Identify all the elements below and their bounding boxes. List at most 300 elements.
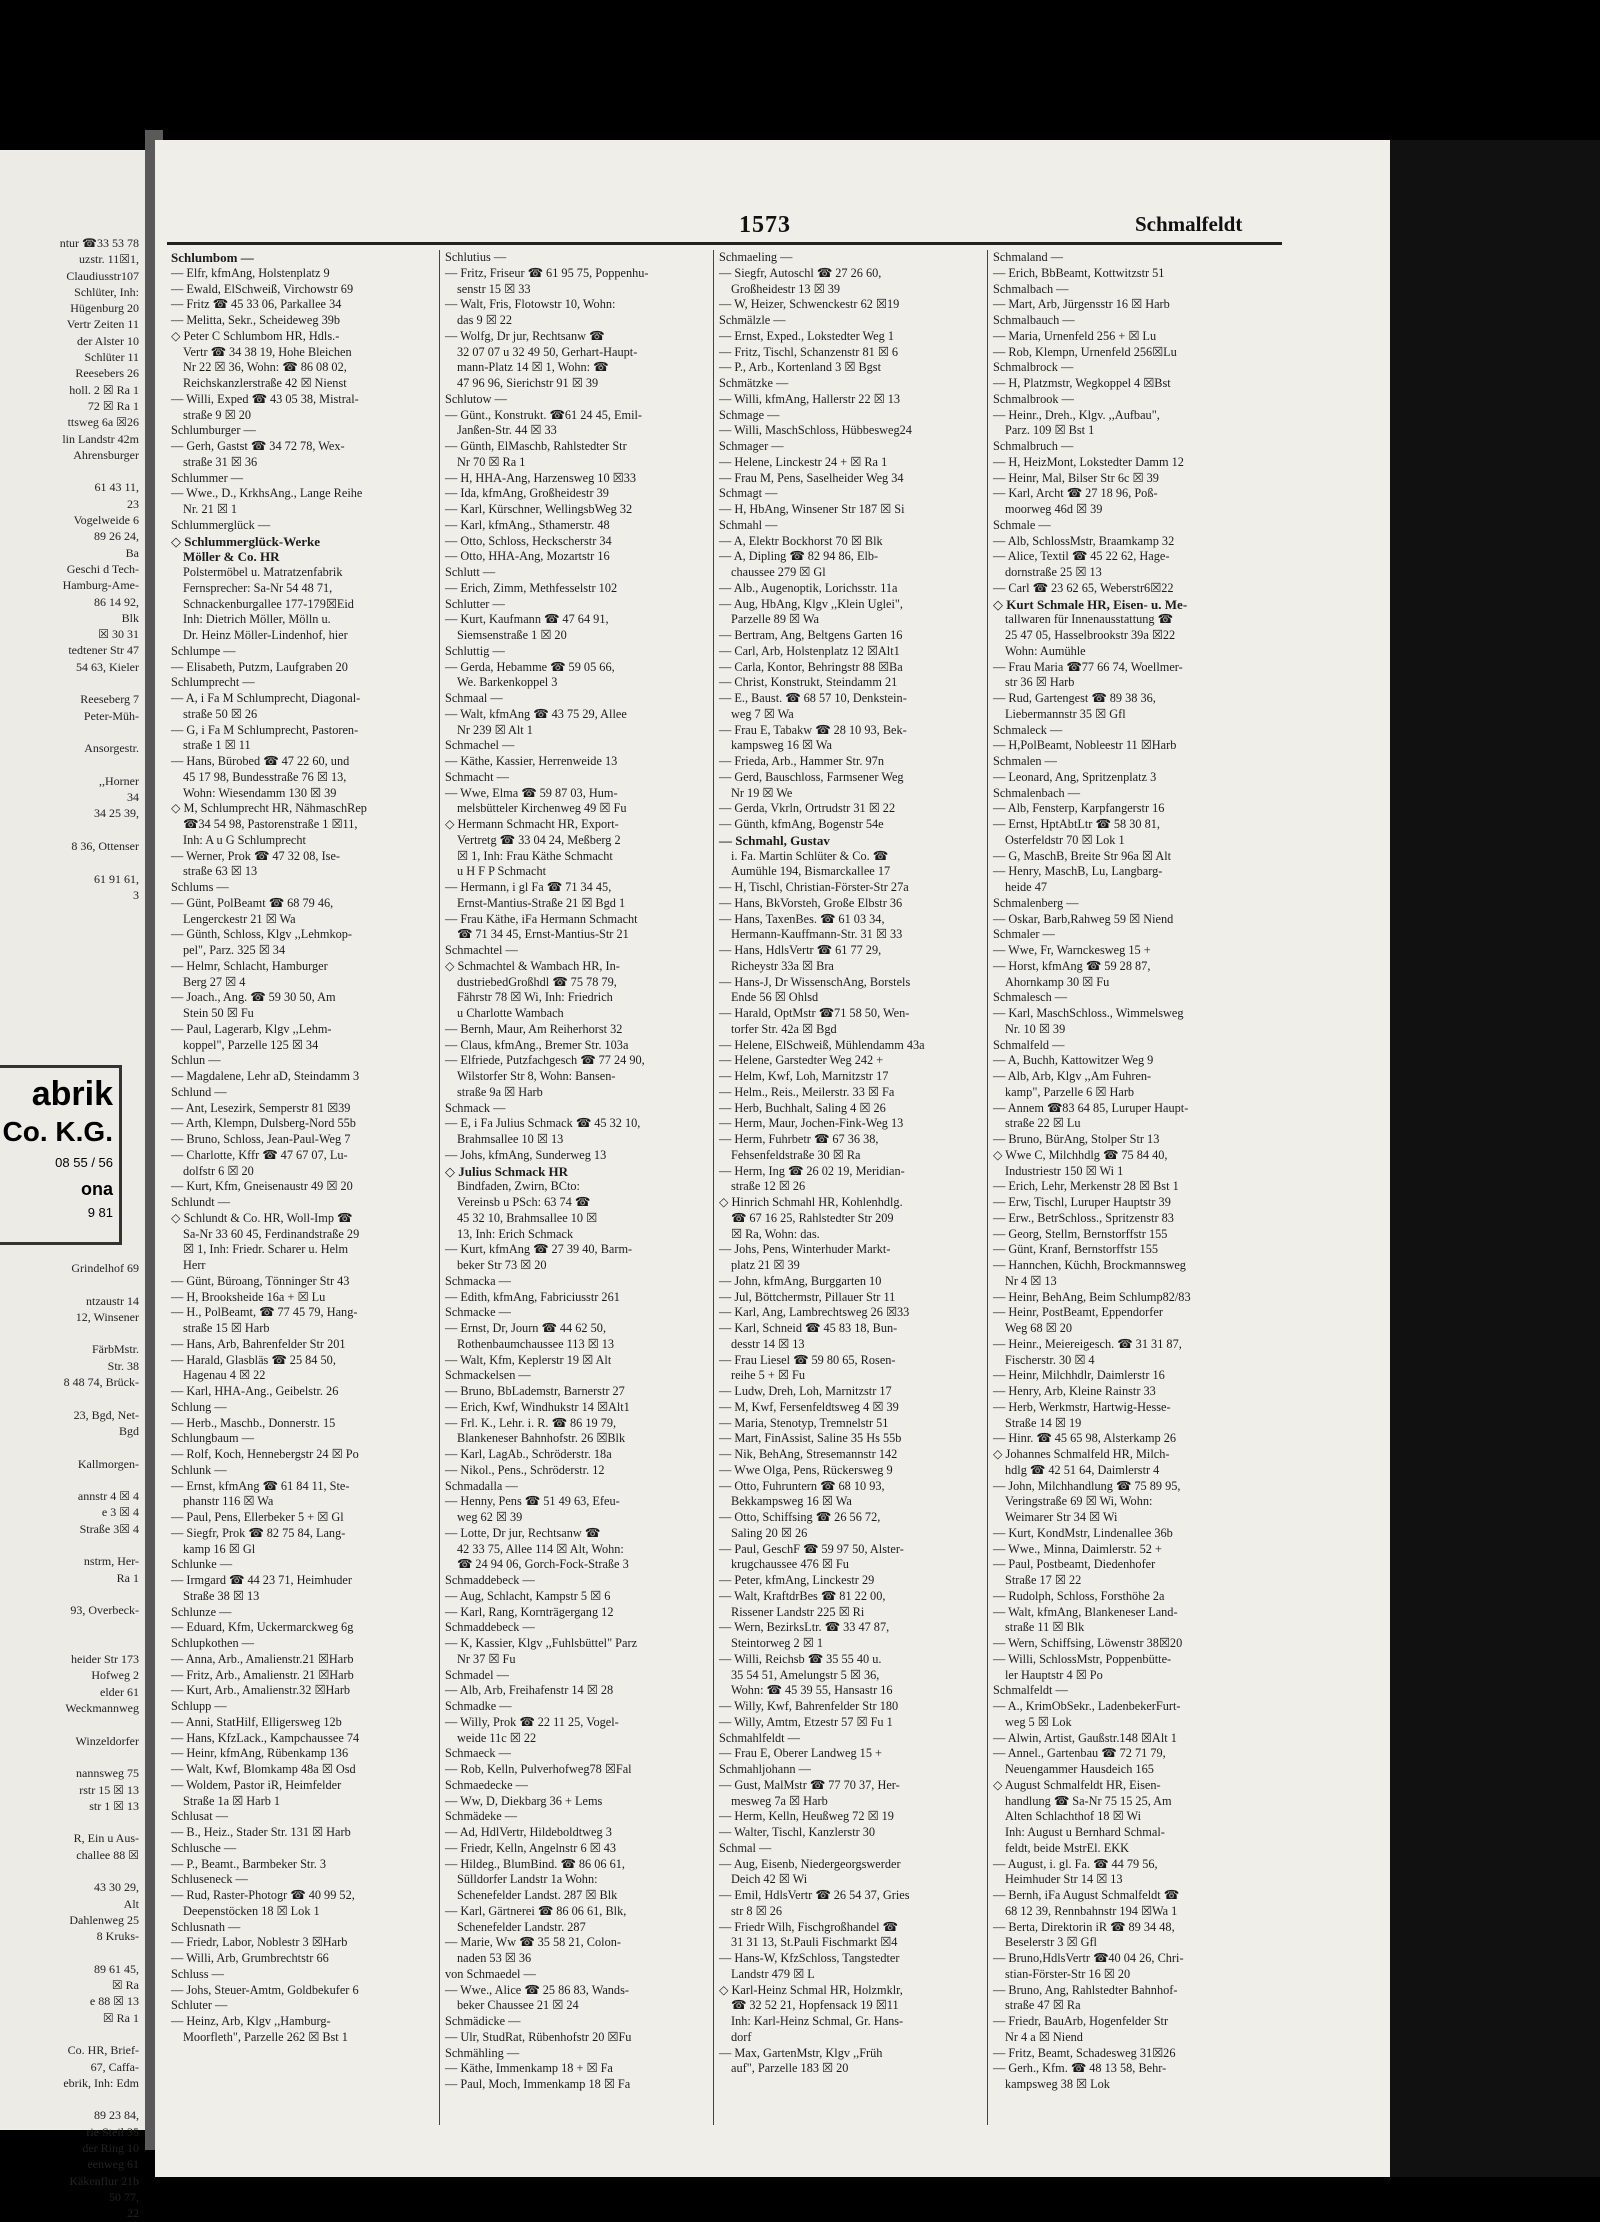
directory-entry-continuation: straße 9a ☒ Harb [457,1084,543,1099]
left-page-line [0,1325,139,1341]
directory-entry-continuation: straße 15 ☒ Harb [183,1321,270,1335]
surname-heading: Schlund — [171,1084,227,1099]
surname-heading: Schlummer — [171,470,244,485]
directory-entry: — Maria, Urnenfeld 256 + ☒ Lu [993,328,1157,343]
directory-entry-continuation: Neuengammer Hausdeich 165 [1005,1762,1154,1776]
directory-entry: — Carl ☎ 23 62 65, Weberstr6☒22 [993,580,1174,595]
surname-heading: Schlung — [171,1399,227,1414]
surname-heading: Schlunke — [171,1557,233,1572]
directory-entry-continuation: Lengerckestr 21 ☒ Wa [183,911,296,926]
left-page-line: 67, Caffa- [90,2059,139,2074]
directory-entry-continuation: Hagenau 4 ☒ 22 [183,1368,266,1383]
directory-entry: — Helene, ElSchweiß, Mühlendamm 43a [719,1037,925,1052]
directory-entry: — Magdalene, Lehr aD, Steindamm 3 [171,1069,360,1083]
directory-entry-continuation: Nr 239 ☒ Alt 1 [457,722,533,737]
directory-entry: ◇ August Schmalfeldt HR, Eisen- [993,1777,1161,1792]
directory-entry: — Woldem, Pastor iR, Heimfelder [171,1777,342,1792]
directory-entry-continuation: naden 53 ☒ 36 [457,1951,532,1965]
left-page-line: 43 30 29, [94,1880,139,1895]
left-page-line: 93, Overbeck- [70,1603,139,1618]
directory-entry-continuation: Reichskanzlerstraße 42 ☒ Nienst [183,376,347,390]
directory-entry: — Gerh, Gastst ☎ 34 72 78, Wex- [171,439,345,453]
directory-entry-continuation: dornstraße 25 ☒ 13 [1005,565,1102,579]
directory-entry: — Bruno, BbLademstr, Barnerstr 27 [445,1384,625,1398]
directory-entry: — Gerda, Hebamme ☎ 59 05 66, [445,659,615,674]
directory-entry-continuation: pel", Parz. 325 ☒ 34 [183,943,286,957]
directory-entry-continuation: Bindfaden, Zwirn, BCto: [457,1179,580,1194]
directory-entry: — Wern, BezirksLtr. ☎ 33 47 87, [719,1620,890,1635]
surname-heading: Schmädeke — [445,1809,518,1824]
directory-entry: — Helmr, Schlacht, Hamburger [171,958,328,973]
directory-entry: — Aug, Schlacht, Kampstr 5 ☒ 6 [445,1588,611,1603]
directory-entry: — Rud, Gartengest ☎ 89 38 36, [993,691,1156,705]
directory-entry-continuation: 45 17 98, Bundesstraße 76 ☒ 13, [183,769,347,784]
directory-entry: — Alb., Augenoptik, Lorichsstr. 11a [719,580,898,595]
directory-entry: — Wwe., Minna, Daimlerstr. 52 + [993,1541,1162,1556]
directory-entry: — Karl, kfmAng., Sthamerstr. 48 [445,517,610,532]
directory-entry: — Otto, Fuhruntern ☎ 68 10 93, [719,1478,885,1493]
surname-heading: Schmalesch — [993,990,1068,1005]
directory-entry: — Walt, kfmAng, Blankeneser Land- [993,1604,1178,1619]
left-page-line: Blk [121,610,139,625]
directory-entry-continuation: koppel", Parzelle 125 ☒ 34 [183,1037,319,1052]
directory-entry: — Helm, Kwf, Loh, Marnitzstr 17 [719,1069,889,1083]
page-number: 1573 [739,212,791,238]
left-page-line: ☒ 30 31 [98,627,139,642]
left-page-line: 89 26 24, [94,529,139,544]
directory-entry-continuation: straße 1 ☒ 11 [183,738,251,753]
directory-entry: — Carl, Arb, Holstenplatz 12 ☒Alt1 [719,643,900,658]
left-page-line: 86 14 92, [94,594,139,609]
directory-entry-continuation: Ende 56 ☒ Ohlsd [731,990,819,1005]
directory-entry-continuation: beker Str 73 ☒ 20 [457,1258,547,1272]
left-page-line: 61 91 61, [94,871,139,886]
directory-entry: — Paul, GeschF ☎ 59 97 50, Alster- [719,1541,904,1556]
left-page-line [0,1716,139,1732]
directory-entry: — W, Heizer, Schwenckestr 62 ☒19 [719,297,900,312]
ad-line: 08 55 / 56 [55,1155,113,1170]
directory-entry-continuation: Vertr ☎ 34 38 19, Hohe Bleichen [183,344,352,359]
directory-entry: — Helene, Linckestr 24 + ☒ Ra 1 [719,454,888,469]
left-page-line: Schlüter, Inh: [74,284,139,299]
directory-entry-continuation: Rothenbaumchaussee 113 ☒ 13 [457,1336,615,1351]
directory-entry: — Günth, kfmAng, Bogenstr 54e [719,817,884,831]
directory-entry-continuation: 32 07 07 u 32 49 50, Gerhart-Haupt- [457,344,638,359]
directory-entry: — Günth, Schloss, Klgv ,,Lehmkop- [171,927,353,942]
directory-entry-continuation: tallwaren für Innenausstattung ☎ [1005,612,1173,627]
directory-entry: — Ludw, Dreh, Loh, Marnitzstr 17 [719,1384,892,1398]
directory-entry-continuation: Moorfleth", Parzelle 262 ☒ Bst 1 [183,2029,348,2044]
left-page-line: nstrm, Her- [83,1554,139,1569]
directory-entry: — H, Tischl, Christian-Förster-Str 27a [719,880,909,894]
directory-entry-continuation: desstr 14 ☒ 13 [731,1336,805,1351]
directory-entry: ◇ Wwe C, Milchhdlg ☎ 75 84 40, [993,1147,1168,1162]
directory-entry: — Lotte, Dr jur, Rechtsanw ☎ [445,1525,601,1540]
directory-entry: — A, Buchh, Kattowitzer Weg 9 [993,1053,1154,1068]
directory-entry-continuation: weide 11c ☒ 22 [457,1730,537,1745]
left-page-line: 72 ☒ Ra 1 [87,398,139,413]
left-page-line: 50 77, [109,2189,139,2204]
directory-entry: — Kurt, KondMstr, Lindenallee 36b [993,1525,1173,1540]
directory-entry: — Günt, Büroang, Tönninger Str 43 [171,1273,350,1288]
surname-heading: Schmagt — [719,486,778,501]
surname-heading: Schlupkothen — [171,1636,254,1650]
directory-entry: — Walt, KraftdrBes ☎ 81 22 00, [719,1588,886,1603]
directory-entry-continuation: straße 31 ☒ 36 [183,454,258,469]
directory-entry: — Marie, Ww ☎ 35 58 21, Colon- [445,1935,621,1950]
directory-entry: — Hans, Arb, Bahrenfelder Str 201 [171,1336,346,1351]
directory-entry: — Herm, Ing ☎ 26 02 19, Meridian- [719,1163,905,1178]
directory-entry-continuation: weg 7 ☒ Wa [731,706,794,721]
left-page-line: Reeseberg 7 [80,692,139,707]
left-page-line: 23 [127,496,139,511]
left-page-line: 22 [127,2206,139,2221]
directory-entry: — Schmahl, Gustav [719,832,830,848]
directory-entry-continuation: dolfstr 6 ☒ 20 [183,1163,254,1178]
surname-heading: Schlungbaum — [171,1431,254,1446]
directory-entry: — Wwe, Elma ☎ 59 87 03, Hum- [445,785,618,800]
directory-entry: — Emil, HdlsVertr ☎ 26 54 37, Gries [719,1888,910,1902]
surname-heading: Schmaland — [993,250,1064,264]
directory-entry: — Karl, Kürschner, WellingsbWeg 32 [445,502,633,516]
directory-entry-continuation: Vereinsb u PSch: 63 74 ☎ [457,1195,591,1209]
directory-entry-continuation: Janßen-Str. 44 ☒ 33 [457,423,557,438]
directory-entry: — Hinr. ☎ 45 65 98, Alsterkamp 26 [993,1431,1177,1446]
directory-entry-continuation: Inh: August u Bernhard Schmal- [1005,1825,1165,1839]
directory-entry: ◇ Schmachtel & Wambach HR, In- [445,958,620,973]
directory-entry: — Karl, Rang, Kornträgergang 12 [445,1604,614,1619]
surname-heading: Schmalfeld — [993,1037,1065,1052]
directory-entry: — Paul, Postbeamt, Diedenhofer [993,1557,1156,1572]
directory-entry: — H, Platzmstr, Wegkoppel 4 ☒Bst [993,376,1171,390]
ad-line: Co. K.G. [2,1116,113,1147]
directory-entry: — Alb, Arb, Klgv ,,Am Fuhren- [993,1069,1152,1083]
left-page-line: Hamburg-Ame- [62,578,139,593]
surname-heading: Schmalfeldt — [993,1683,1068,1698]
directory-entry-continuation: Industriestr 150 ☒ Wi 1 [1005,1163,1124,1178]
columns-container [163,250,1283,2130]
directory-entry: — Leonard, Ang, Spritzenplatz 3 [993,769,1157,784]
directory-entry: — Hans-W, KfzSchloss, Tangstedter [719,1951,900,1965]
surname-heading: Schlutt — [445,565,496,579]
left-page-line: rstr 15 ☒ 13 [79,1782,139,1797]
directory-entry: — Heinz, Arb, Klgv ,,Hamburg- [171,2014,331,2028]
directory-entry: — Wwe Olga, Pens, Rückersweg 9 [719,1462,893,1477]
surname-heading: Schmadalla — [445,1478,518,1493]
left-page-line: Vertr Zeiten 11 [66,317,139,332]
surname-heading: Schlums — [171,880,229,894]
directory-entry: — G, MaschB, Breite Str 96a ☒ Alt [993,848,1172,863]
directory-entry: ◇ Johannes Schmalfeld HR, Milch- [993,1447,1170,1461]
directory-entry-continuation: ☎34 54 98, Pastorenstraße 1 ☒11, [183,817,358,831]
directory-entry: — Henry, Arb, Kleine Rainstr 33 [993,1384,1156,1398]
directory-entry-continuation: platz 21 ☒ 39 [731,1258,800,1272]
left-page-line: der Ring 10 [82,2141,139,2156]
left-page-line: Vogelweide 6 [73,513,139,528]
directory-entry-continuation: kamp", Parzelle 6 ☒ Harb [1005,1084,1135,1099]
directory-entry-continuation: ☒ 1, Inh: Friedr. Scharer u. Helm [183,1242,349,1257]
directory-entry: — Fritz ☎ 45 33 06, Parkallee 34 [171,297,342,312]
directory-entry: — Bruno, Ang, Rahlstedter Bahnhof- [993,1982,1178,1997]
directory-entry-continuation: mann-Platz 14 ☒ 1, Wohn: ☎ [457,360,609,375]
left-page-line: Str. 38 [107,1358,139,1373]
left-page-line [0,1635,139,1651]
directory-entry: — Frl. K., Lehr. i. R. ☎ 86 19 79, [445,1415,617,1430]
directory-entry-continuation: straße 63 ☒ 13 [183,864,258,879]
directory-entry-continuation: beker Chaussee 21 ☒ 24 [457,1998,579,2013]
directory-entry: — Ad, HdlVertr, Hildeboldtweg 3 [445,1825,612,1839]
directory-entry: — Frau Maria ☎77 66 74, Woellmer- [993,659,1183,674]
directory-entry-continuation: Nr 19 ☒ We [731,785,793,800]
directory-entry: — Berta, Direktorin iR ☎ 89 34 48, [993,1919,1175,1934]
directory-entry: — Karl, HHA-Ang., Geibelstr. 26 [171,1384,339,1398]
directory-entry: — Edith, kfmAng, Fabriciusstr 261 [445,1289,620,1304]
directory-entry-continuation: straße 9 ☒ 20 [183,407,252,422]
directory-entry-continuation: 68 12 39, Rennbahnstr 194 ☒Wa 1 [1005,1903,1178,1918]
directory-entry: — Herm, Maur, Jochen-Fink-Weg 13 [719,1116,904,1131]
directory-entry: — Willi, SchlossMstr, Poppenbütte- [993,1651,1172,1666]
surname-heading: Schmalenbach — [993,785,1081,800]
left-page-line: Dahlenweg 25 [69,1912,139,1927]
directory-entry-continuation: moorweg 46d ☒ 39 [1005,502,1103,516]
left-page-line: Claudiusstr107 [66,268,139,283]
surname-heading: Schlupp — [171,1699,227,1713]
directory-entry-continuation: ☎ 67 16 25, Rahlstedter Str 209 [731,1210,894,1225]
ad-line: 9 81 [87,1205,113,1220]
directory-entry: — Gerh., Kfm. ☎ 48 13 58, Behr- [993,2061,1167,2076]
left-page-line: uzstr. 11☒1, [79,252,139,267]
left-page-line [0,2091,139,2107]
left-page-line: 34 [127,790,139,805]
directory-entry: ◇ M, Schlumprecht HR, NähmaschRep [171,801,367,816]
directory-entry-continuation: Nr 4 ☒ 13 [1005,1273,1057,1288]
left-page-line: tedtener Str 47 [68,643,139,658]
left-page-line: eenweg 61 [87,2157,139,2172]
directory-entry: — H, HHA-Ang, Harzensweg 10 ☒33 [445,470,636,485]
left-page-line: Ba [125,545,139,560]
directory-entry: — Aug, Eisenb, Niedergeorgswerder [719,1856,901,1871]
directory-entry: — Willi, Arb, Grumbrechtstr 66 [171,1951,329,1965]
directory-entry: — G, i Fa M Schlumprecht, Pastoren- [171,722,359,737]
directory-entry-continuation: Berg 27 ☒ 4 [183,974,246,989]
directory-entry: — Elfriede, Putzfachgesch ☎ 77 24 90, [445,1053,645,1068]
directory-entry-continuation: kamp 16 ☒ Gl [183,1541,256,1556]
left-page-line [0,854,139,870]
directory-entry: — Willi, MaschSchloss, Hübbesweg24 [719,423,912,438]
directory-entry: ◇ Schlundt & Co. HR, Woll-Imp ☎ [171,1210,353,1225]
directory-entry: — Willy, Prok ☎ 22 11 25, Vogel- [445,1714,619,1729]
left-page-line: der Alster 10 [77,333,139,348]
directory-entry-continuation: ☒ Ra, Wohn: das. [731,1226,820,1241]
directory-entry: — Frau E, Oberer Landweg 15 + [719,1746,882,1761]
left-page-line: elder 61 [100,1684,139,1699]
left-page-line: ttsweg 6a ☒26 [67,415,139,430]
surname-heading: Schluseneck — [171,1872,248,1887]
directory-entry: — Claus, kfmAng., Bremer Str. 103a [445,1037,629,1052]
left-page-line: 89 61 45, [94,1961,139,1976]
directory-entry-continuation: Straße 14 ☒ 19 [1005,1415,1082,1430]
surname-heading: Schmätzke — [719,376,789,390]
directory-entry: — A., KrimObSekr., LadenbekerFurt- [993,1699,1181,1713]
left-page-line: ebrik, Inh: Edm [63,2075,139,2090]
directory-entry: — Bruno, BürAng, Stolper Str 13 [993,1132,1160,1146]
directory-entry-continuation: u H F P Schmacht [457,864,547,879]
directory-entry: — Elisabeth, Putzm, Laufgraben 20 [171,659,348,674]
surname-heading: Schlunze — [171,1604,232,1619]
directory-entry: — Christ, Konstrukt, Steindamm 21 [719,675,898,690]
column-1 [171,250,433,2130]
left-page-line: Kallmorgen- [77,1456,139,1471]
left-page-line: Reesebers 26 [75,366,139,381]
surname-heading: Schmalbrock — [993,360,1074,375]
left-page-line [0,1863,139,1879]
directory-entry: — H, HeizMont, Lokstedter Damm 12 [993,454,1184,469]
directory-entry: — Herb, Werkmstr, Hartwig-Hesse- [993,1399,1171,1414]
directory-entry-continuation: Alten Schlachthof 18 ☒ Wi [1005,1809,1141,1824]
directory-entry: — Kurt, Kaufmann ☎ 47 64 91, [445,612,609,627]
directory-entry: — Herb, Buchhalt, Saling 4 ☒ 26 [719,1100,886,1115]
directory-entry: — Erw., BetrSchloss., Spritzenstr 83 [993,1210,1174,1225]
directory-entry: — Harald, Glasbläs ☎ 25 84 50, [171,1352,336,1367]
directory-entry: — Ant, Lesezirk, Semperstr 81 ☒39 [171,1100,351,1115]
directory-entry-continuation: Wohn: Aumühle [1005,643,1086,658]
surname-heading: Schmalbruch — [993,439,1074,453]
directory-entry-continuation: 31 31 13, St.Pauli Fischmarkt ☒4 [731,1935,898,1950]
directory-entry: — Frau Liesel ☎ 59 80 65, Rosen- [719,1352,896,1367]
directory-entry: ◇ Karl-Heinz Schmal HR, Holzmklr, [719,1982,903,1997]
directory-entry-continuation: u Charlotte Wambach [457,1006,564,1020]
left-page-line: Winzeldorfer [75,1733,139,1748]
left-page-line: Co. HR, Brief- [67,2043,139,2058]
directory-entry-continuation: Steintorweg 2 ☒ 1 [731,1636,823,1650]
directory-entry: — Bernh, iFa August Schmalfeldt ☎ [993,1888,1180,1902]
directory-entry-continuation: Brahmsallee 10 ☒ 13 [457,1132,564,1146]
left-page-line: e 3 ☒ 4 [101,1505,139,1520]
directory-entry: — Nikol., Pens., Schröderstr. 12 [445,1462,605,1477]
directory-entry: — Herb., Maschb., Donnerstr. 15 [171,1415,336,1430]
directory-entry: — E, i Fa Julius Schmack ☎ 45 32 10, [445,1116,641,1131]
left-page-line: Käkenflur 21b [69,2173,139,2188]
left-page-line: 23, Bgd, Net- [73,1407,139,1422]
surname-heading: Schmähling — [445,2045,520,2060]
directory-entry-continuation: Nr 70 ☒ Ra 1 [457,454,526,469]
directory-entry: — H, HbAng, Winsener Str 187 ☒ Si [719,502,905,516]
directory-entry-continuation: weg 62 ☒ 39 [457,1510,523,1524]
directory-entry: — Gerd, Bauschloss, Farmsener Weg [719,769,904,784]
left-page-text [0,235,145,903]
directory-entry-continuation: Stein 50 ☒ Fu [183,1006,254,1020]
surname-heading: Schlutow — [445,391,507,406]
left-page-line [0,675,139,691]
directory-entry: — K, Kassier, Klgv ,,Fuhlsbüttel" Parz [445,1636,638,1650]
directory-entry-continuation: handlung ☎ Sa-Nr 75 15 25, Am [1005,1793,1172,1808]
directory-entry-continuation: Wilstorfer Str 8, Wohn: Bansen- [457,1069,616,1083]
directory-entry: — Otto, HHA-Ang, Mozartstr 16 [445,549,610,564]
directory-entry-continuation: 25 47 05, Hasselbrookstr 39a ☒22 [1005,628,1176,642]
left-page-line [0,1749,139,1765]
directory-entry: — A, Dipling ☎ 82 94 86, Elb- [719,549,879,564]
left-page-line [0,1537,139,1553]
directory-entry-continuation: Hermann-Kauffmann-Str. 31 ☒ 33 [731,927,903,942]
surname-heading: Schmalenberg — [993,895,1079,910]
directory-entry: — Wern, Schiffsing, Löwenstr 38☒20 [993,1636,1183,1650]
directory-entry: — Erich, BbBeamt, Kottwitzstr 51 [993,265,1165,280]
directory-entry: — Friedr, Kelln, Angelnstr 6 ☒ 43 [445,1840,617,1855]
directory-entry-continuation: Aumühle 194, Bismarckallee 17 [731,864,891,879]
directory-entry: — Günt, Kranf, Bernstorffstr 155 [993,1242,1159,1257]
surname-heading: Schlusche — [171,1840,237,1855]
directory-entry: — Walt, Kfm, Keplerstr 19 ☒ Alt [445,1352,612,1367]
left-page-line: Weckmannweg [65,1701,139,1716]
directory-entry-continuation: Beselerstr 3 ☒ Gfl [1005,1935,1097,1950]
surname-heading: Schluter — [171,1998,228,2013]
directory-entry-continuation: Fernsprecher: Sa-Nr 54 48 71, [183,580,333,595]
directory-entry: — Fritz, Arb., Amalienstr. 21 ☒Harb [171,1667,354,1682]
left-page-line: ntur ☎33 53 78 [59,236,139,250]
directory-entry: — Annem ☎83 64 85, Luruper Haupt- [993,1100,1189,1115]
directory-entry: — Maria, Stenotyp, Tremnelstr 51 [719,1415,889,1430]
directory-entry: — Rudolph, Schloss, Forsthöhe 2a [993,1588,1165,1603]
directory-entry: — Erich, Kwf, Windhukstr 14 ☒Alt1 [445,1399,630,1414]
directory-entry: — H, Brooksheide 16a + ☒ Lu [171,1289,326,1304]
surname-heading: Schlutter — [445,596,505,611]
directory-entry-continuation: Straße 1a ☒ Harb 1 [183,1793,281,1808]
directory-entry: — Alb, SchlossMstr, Braamkamp 32 [993,533,1175,548]
directory-entry-continuation: Nr 22 ☒ 36, Wohn: ☎ 86 08 02, [183,360,347,375]
surname-heading: Schmahl — [719,517,778,532]
directory-entry: — John, kfmAng, Burggarten 10 [719,1273,882,1288]
directory-entry: — Hans-J, Dr WissenschAng, Borstels [719,974,911,989]
left-page-line: 61 43 11, [94,480,139,495]
directory-entry: — Heinr, kfmAng, Rübenkamp 136 [171,1746,349,1761]
directory-entry-continuation: heide 47 [1005,880,1048,894]
surname-heading: von Schmaedel — [445,1966,536,1981]
left-page-line [0,2026,139,2042]
left-page-line: Bgd [118,1423,139,1438]
directory-entry: — Gust, MalMstr ☎ 77 70 37, Her- [719,1777,900,1792]
surname-heading: Schmaler — [993,927,1055,942]
directory-entry-continuation: senstr 15 ☒ 33 [457,281,531,296]
directory-entry: — Oskar, Barb,Rahweg 59 ☒ Niend [993,911,1174,926]
directory-entry: — Charlotte, Kffr ☎ 47 67 07, Lu- [171,1147,348,1162]
directory-entry: — Wwe., D., KrkhsAng., Lange Reihe [171,486,363,501]
left-page-line: Geschi d Tech- [66,561,139,576]
directory-entry-continuation: ☎ 71 34 45, Ernst-Mantius-Str 21 [457,927,629,942]
directory-entry: — Hans, HdlsVertr ☎ 61 77 29, [719,943,882,957]
directory-entry: — Horst, kfmAng ☎ 59 28 87, [993,958,1151,973]
directory-entry: — Bruno,HdlsVertr ☎40 04 26, Chri- [993,1951,1184,1965]
directory-entry: — Friedr Wilh, Fischgroßhandel ☎ [719,1919,898,1934]
directory-entry: — Ww, D, Diekbarg 36 + Lems [445,1793,603,1808]
left-page-line: annstr 4 ☒ 4 [77,1489,139,1504]
directory-entry-continuation: ☒ 1, Inh: Frau Käthe Schmacht [457,848,613,863]
directory-entry: — Willi, Exped ☎ 43 05 38, Mistral- [171,391,359,406]
left-page-line: ntzaustr 14 [86,1293,139,1308]
directory-entry: — M, Kwf, Fersenfeldtsweg 4 ☒ 39 [719,1399,899,1414]
directory-entry-continuation: Polstermöbel u. Matratzenfabrik [183,565,343,579]
directory-entry-continuation: Nr 4 a ☒ Niend [1005,2029,1083,2044]
directory-entry: — Fritz, Friseur ☎ 61 95 75, Poppenhu- [445,265,649,280]
directory-entry: — Johs, kfmAng, Sunderweg 13 [445,1147,607,1162]
directory-entry: — Henry, MaschB, Lu, Langbarg- [993,864,1163,879]
directory-entry: — Johs, Pens, Winterhuder Markt- [719,1242,891,1257]
directory-entry: — Siegfr, Autoschl ☎ 27 26 60, [719,265,882,280]
left-page-line [0,1390,139,1406]
surname-heading: Schlumbom — [171,250,254,265]
directory-entry: — Walt, Kwf, Blomkamp 48a ☒ Osd [171,1762,356,1776]
directory-entry: — Rolf, Koch, Hennebergstr 24 ☒ Po [171,1447,359,1461]
directory-entry-continuation: straße 47 ☒ Ra [1005,1998,1081,2013]
